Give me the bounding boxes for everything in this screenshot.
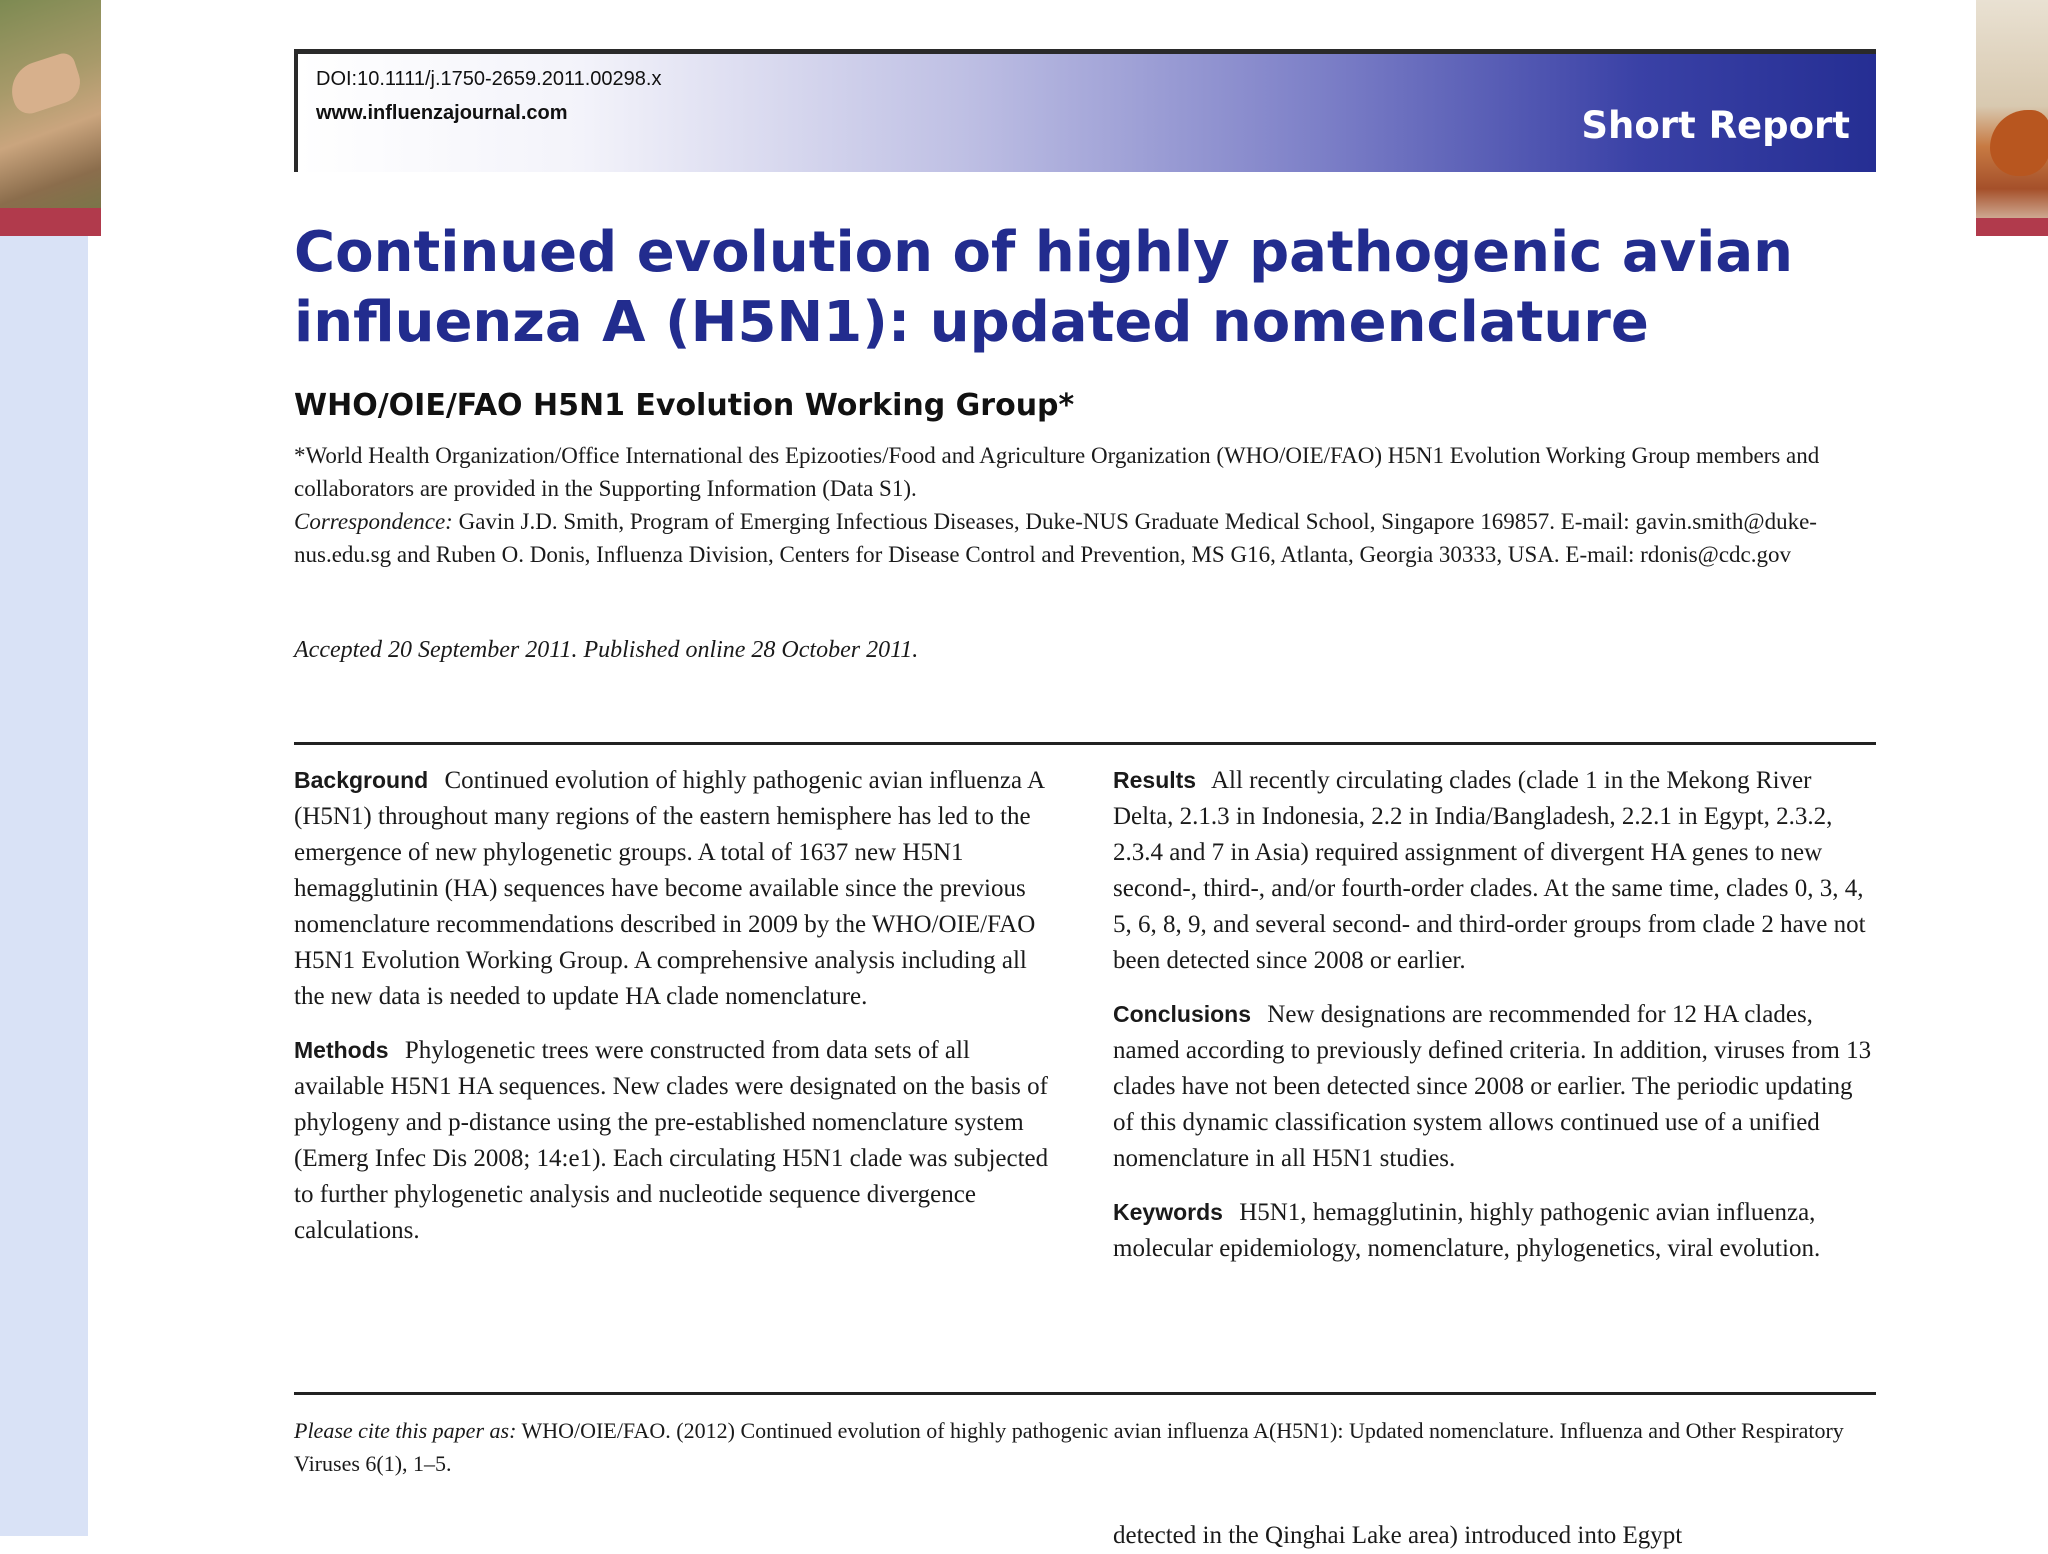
section-heading: Results (1113, 767, 1197, 793)
section-text: New designations are recommended for 12 HA clades, named according to previously defined criteria. In addition, viruses from 13 clades have not been detected since 2008 or earlier. The periodic updating of this dynamic classification system allows continued use of a unified nomenclature in all H5N1 studies. (1113, 1001, 1872, 1172)
abstract-top-rule (294, 742, 1876, 745)
author-line: WHO/OIE/FAO H5N1 Evolution Working Group* (294, 388, 1075, 423)
body-text-cutoff: detected in the Qinghai Lake area) introduced into Egypt (1113, 1522, 1683, 1549)
section-heading: Keywords (1113, 1199, 1223, 1225)
photo-accent-bar (1976, 218, 2048, 236)
article-type: Short Report (1581, 104, 1850, 147)
abstract-keywords (1113, 1194, 1873, 1267)
section-text: All recently circulating clades (clade 1 in the Mekong River Delta, 2.1.3 in Indonesia, 2.2 in India/Bangladesh, 2.2.1 in Egypt, 2.3.2, 2.3.4 and 7 in Asia) required assignment of divergent HA genes to new second-, third-, and/or fourth-order clades. At the same time, clades 0, 3, 4, 5, 6, 8, 9, and several second- and third-order groups from clade 2 have not been detected since 2008 or earlier. (1113, 767, 1866, 974)
abstract-results (1113, 762, 1873, 979)
photo-hand-shape (4, 50, 85, 117)
section-text: H5N1, hemagglutinin, highly pathogenic avian influenza, molecular epidemiology, nomenclature, phylogenetics, viral evolution. (1113, 1199, 1821, 1262)
citation-text: WHO/OIE/FAO. (2012) Continued evolution of highly pathogenic avian influenza A(H5N1): Updated nomenclature. Influenza and Other Respiratory Viruses 6(1), 1–5. (294, 1418, 1844, 1476)
publication-dates: Accepted 20 September 2011. Published online 28 October 2011. (294, 637, 919, 663)
abstract-methods (294, 1032, 1054, 1249)
citation-block (294, 1414, 1876, 1480)
affiliation-text: *World Health Organization/Office International des Epizooties/Food and Agriculture Organization (WHO/OIE/FAO) H5N1 Evolution Working Group members and collaborators are provided in the Supporting Information (Data S1). (294, 443, 1820, 501)
abstract-bottom-rule (294, 1392, 1876, 1395)
citation-label: Please cite this paper as: (294, 1418, 517, 1443)
correspondence-label: Correspondence: (294, 509, 453, 534)
section-heading: Background (294, 767, 429, 793)
corner-photo-left (0, 0, 101, 236)
paper-title: Continued evolution of highly pathogenic avian influenza A (H5N1): updated nomenclature (294, 220, 1794, 355)
affiliation-block (294, 439, 1876, 571)
section-text: Continued evolution of highly pathogenic avian influenza A (H5N1) throughout many regions of the eastern hemisphere has led to the emergence of new phylogenetic groups. A total of 1637 new H5N1 hemagglutinin (HA) sequences have become available since the previous nomenclature recommendations described in 2009 by the WHO/OIE/FAO H5N1 Evolution Working Group. A comprehensive analysis including all the new data is needed to update HA clade nomenclature. (294, 767, 1044, 1010)
journal-banner (294, 49, 1876, 172)
section-heading: Methods (294, 1037, 389, 1063)
section-text: Phylogenetic trees were constructed from data sets of all available H5N1 HA sequences. New clades were designated on the basis of phylogeny and p-distance using the pre-established nomenclature system (Emerg Infec Dis 2008; 14:e1). Each circulating H5N1 clade was subjected to further phylogenetic analysis and nucleotide sequence divergence calculations. (294, 1037, 1049, 1244)
correspondence-text (294, 505, 1876, 571)
abstract-left-column (294, 762, 1054, 1266)
photo-hen-shape (1990, 110, 2048, 176)
doi-text: DOI:10.1111/j.1750-2659.2011.00298.x (316, 68, 662, 90)
correspondence-body: Gavin J.D. Smith, Program of Emerging Infectious Diseases, Duke-NUS Graduate Medical School, Singapore 169857. E-mail: gavin.smith@duke-nus.edu.sg and Ruben O. Donis, Influenza Division, Centers for Disease Control and Prevention, MS G16, Atlanta, Georgia 30333, USA. E-mail: rdonis@cdc.gov (294, 509, 1817, 567)
photo-accent-bar (0, 208, 101, 236)
abstract-background (294, 762, 1054, 1015)
abstract-right-column (1113, 762, 1873, 1284)
abstract-conclusions (1113, 996, 1873, 1177)
corner-photo-right (1976, 0, 2048, 236)
section-heading: Conclusions (1113, 1001, 1252, 1027)
journal-url[interactable]: www.influenzajournal.com (316, 102, 568, 124)
